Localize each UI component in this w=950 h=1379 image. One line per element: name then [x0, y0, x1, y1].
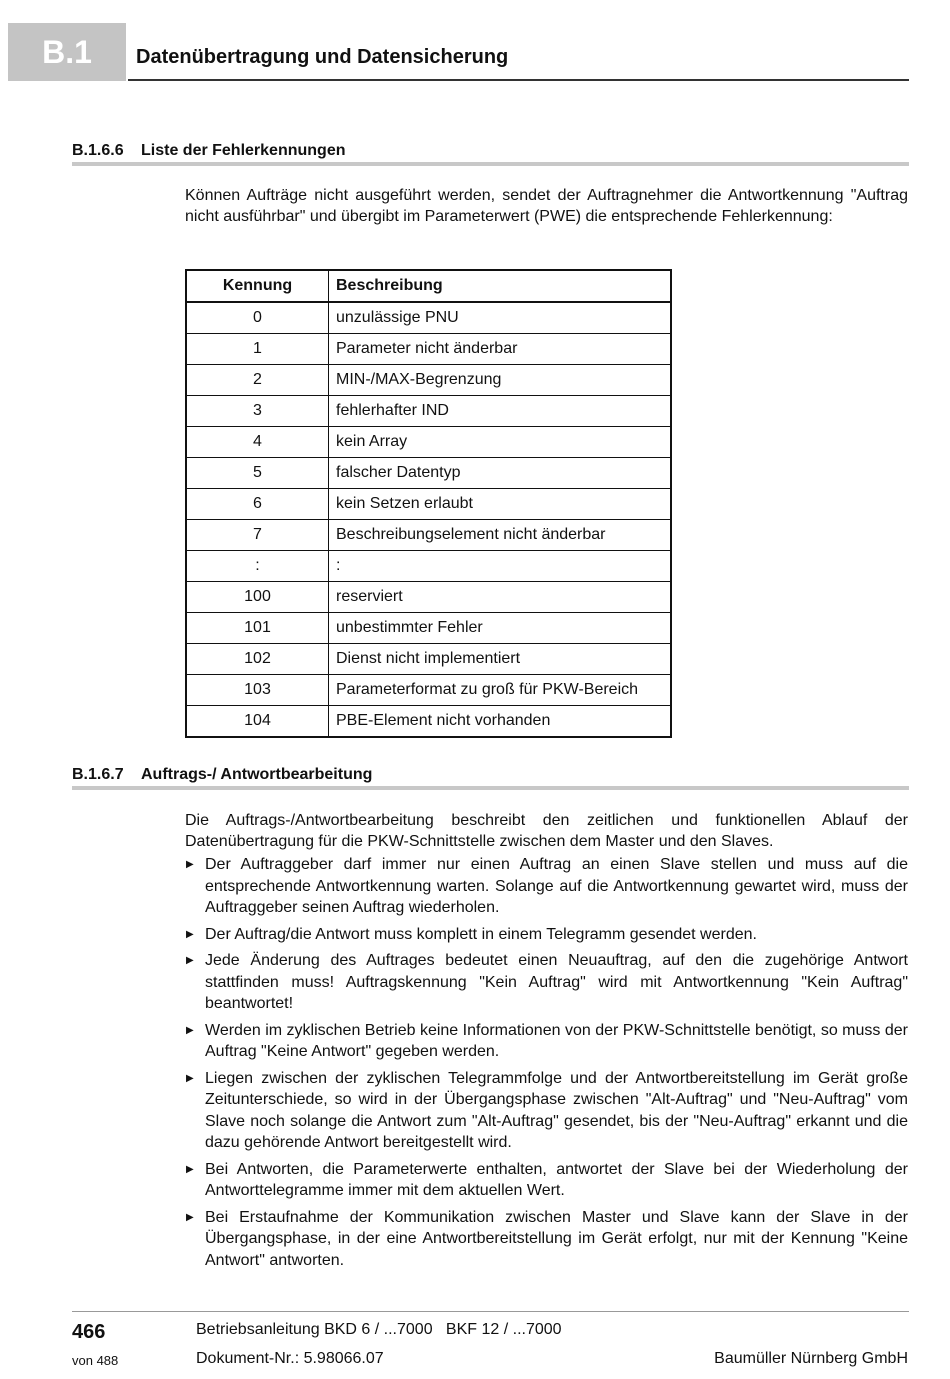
list-item [185, 854, 908, 919]
beschreibung-cell: Dienst nicht implementiert [329, 644, 672, 675]
kennung-cell: 5 [186, 458, 329, 489]
beschreibung-cell: : [329, 551, 672, 582]
beschreibung-cell: fehlerhafter IND [329, 396, 672, 427]
table-row [186, 365, 671, 396]
kennung-cell: 4 [186, 427, 329, 458]
bullet-arrow-icon: ▶ [186, 1024, 194, 1036]
list-item [185, 924, 908, 946]
list-item [185, 1020, 908, 1063]
list-item-text: Bei Erstaufnahme der Kommunikation zwischen Master und Slave kann der Slave in der Übergangsphase, in der eine Antwortbereitstellung im Gerät erfolgt, nur mit der Kennung "Keine Antwort" antworten. [205, 1208, 908, 1269]
kennung-cell: 102 [186, 644, 329, 675]
table-row [186, 458, 671, 489]
bullet-arrow-icon: ▶ [186, 1211, 194, 1223]
list-item [185, 1207, 908, 1272]
kennung-cell: 104 [186, 706, 329, 738]
table-row [186, 520, 671, 551]
table-row [186, 334, 671, 365]
kennung-cell: 6 [186, 489, 329, 520]
chapter-number-box [8, 23, 126, 81]
beschreibung-cell: unbestimmter Fehler [329, 613, 672, 644]
error-code-table [185, 269, 672, 738]
chapter-title: Datenübertragung und Datensicherung [136, 46, 509, 68]
bullet-arrow-icon: ▶ [186, 955, 194, 966]
section-number: B.1.6.7 [72, 766, 124, 783]
beschreibung-cell: Parameter nicht änderbar [329, 334, 672, 365]
kennung-cell: 7 [186, 520, 329, 551]
beschreibung-cell: unzulässige PNU [329, 302, 672, 334]
column-header-kennung: Kennung [186, 270, 329, 302]
table-row [186, 675, 671, 706]
intro-paragraph: Können Aufträge nicht ausgeführt werden, sendet der Auftragnehmer die Antwortkennung "Auftrag nicht ausführbar" und übergibt im Parameterwert (PWE) die entsprechende Fehlerkennung: [185, 187, 908, 225]
table-header-row [186, 270, 671, 302]
manual-title: Betriebsanleitung BKD 6 / ...7000 BKF 12 / ...7000 [196, 1321, 562, 1338]
kennung-cell: 103 [186, 675, 329, 706]
bullet-arrow-icon: ▶ [186, 1163, 194, 1175]
table-row [186, 706, 671, 738]
table-row [186, 551, 671, 582]
kennung-cell: 0 [186, 302, 329, 334]
kennung-cell: : [186, 551, 329, 582]
kennung-cell: 100 [186, 582, 329, 613]
header-divider [128, 79, 909, 81]
section-heading-fehlerkennungen [72, 142, 345, 160]
beschreibung-cell: MIN-/MAX-Begrenzung [329, 365, 672, 396]
list-item [185, 950, 908, 1015]
list-item-text: Der Auftraggeber darf immer nur einen Auftrag an einen Slave stellen und muss auf die entsprechende Antwortkennung warten. Solange auf die Antwortkennung gewartet wird, muss der Auftraggeber seinen Auftrag wiederholen. [205, 856, 908, 916]
table-row [186, 302, 671, 334]
list-item-text: Bei Antworten, die Parameterwerte enthalten, antwortet der Slave bei der Wiederholung der Antworttelegramme immer mit dem aktuellen Wert. [205, 1160, 908, 1199]
list-item-text: Der Auftrag/die Antwort muss komplett in einem Telegramm gesendet werden. [205, 925, 757, 943]
table-row [186, 644, 671, 675]
list-item [185, 1159, 908, 1202]
table-row [186, 427, 671, 458]
section-number: B.1.6.6 [72, 142, 124, 159]
bullet-list [185, 854, 908, 1276]
table-row [186, 396, 671, 427]
document-number: Dokument-Nr.: 5.98066.07 [196, 1350, 384, 1367]
kennung-cell: 3 [186, 396, 329, 427]
chapter-number: B.1 [42, 33, 92, 70]
company-name: Baumüller Nürnberg GmbH [714, 1350, 908, 1367]
section-title: Auftrags-/ Antwortbearbeitung [141, 766, 373, 783]
section-divider [72, 786, 909, 790]
kennung-cell: 2 [186, 365, 329, 396]
table-row [186, 613, 671, 644]
section-divider [72, 162, 909, 166]
kennung-cell: 101 [186, 613, 329, 644]
list-item-text: Liegen zwischen der zyklischen Telegrammfolge und der Antwortbereitstellung im Gerät große Zeitunterschiede, so wird in der Übergangsphase zwischen "Alt-Auftrag" und "Neu-Auftrag" vom Slave noch solange die Antwort zum "Alt-Auftrag" gesendet, bis der "Neu-Auftrag" erkannt und die dazu gehörende Antwort bereitgestellt wird. [205, 1069, 908, 1151]
kennung-cell: 1 [186, 334, 329, 365]
list-item-text: Werden im zyklischen Betrieb keine Informationen von der PKW-Schnittstelle benötigt, so muss der Auftrag "Keine Antwort" gegeben werden. [205, 1021, 908, 1060]
table-row [186, 582, 671, 613]
beschreibung-cell: kein Setzen erlaubt [329, 489, 672, 520]
beschreibung-cell: falscher Datentyp [329, 458, 672, 489]
footer-divider [72, 1311, 909, 1312]
beschreibung-cell: Beschreibungselement nicht änderbar [329, 520, 672, 551]
page-number: 466 [72, 1321, 106, 1343]
beschreibung-cell: reserviert [329, 582, 672, 613]
beschreibung-cell: PBE-Element nicht vorhanden [329, 706, 672, 738]
beschreibung-cell: kein Array [329, 427, 672, 458]
bullet-arrow-icon: ▶ [186, 859, 194, 870]
section-title: Liste der Fehlerkennungen [141, 142, 346, 159]
beschreibung-cell: Parameterformat zu groß für PKW-Bereich [329, 675, 672, 706]
section-heading-antwortbearbeitung [72, 766, 372, 784]
bullet-arrow-icon: ▶ [186, 1072, 194, 1084]
list-item-text: Jede Änderung des Auftrages bedeutet einen Neuauftrag, auf den die zugehörige Antwort stattfinden muss! Auftragskennung "Kein Auftrag" wird mit Antwortkennung "Kein Auftrag" beantwortet! [205, 952, 908, 1012]
table-row [186, 489, 671, 520]
column-header-beschreibung: Beschreibung [329, 270, 672, 302]
intro-paragraph: Die Auftrags-/Antwortbearbeitung beschreibt den zeitlichen und funktionellen Ablauf der Datenübertragung für die PKW-Schnittstelle zwischen dem Master und den Slaves. [185, 812, 908, 850]
bullet-arrow-icon: ▶ [186, 928, 194, 940]
page-total: von 488 [72, 1353, 119, 1368]
list-item [185, 1068, 908, 1154]
